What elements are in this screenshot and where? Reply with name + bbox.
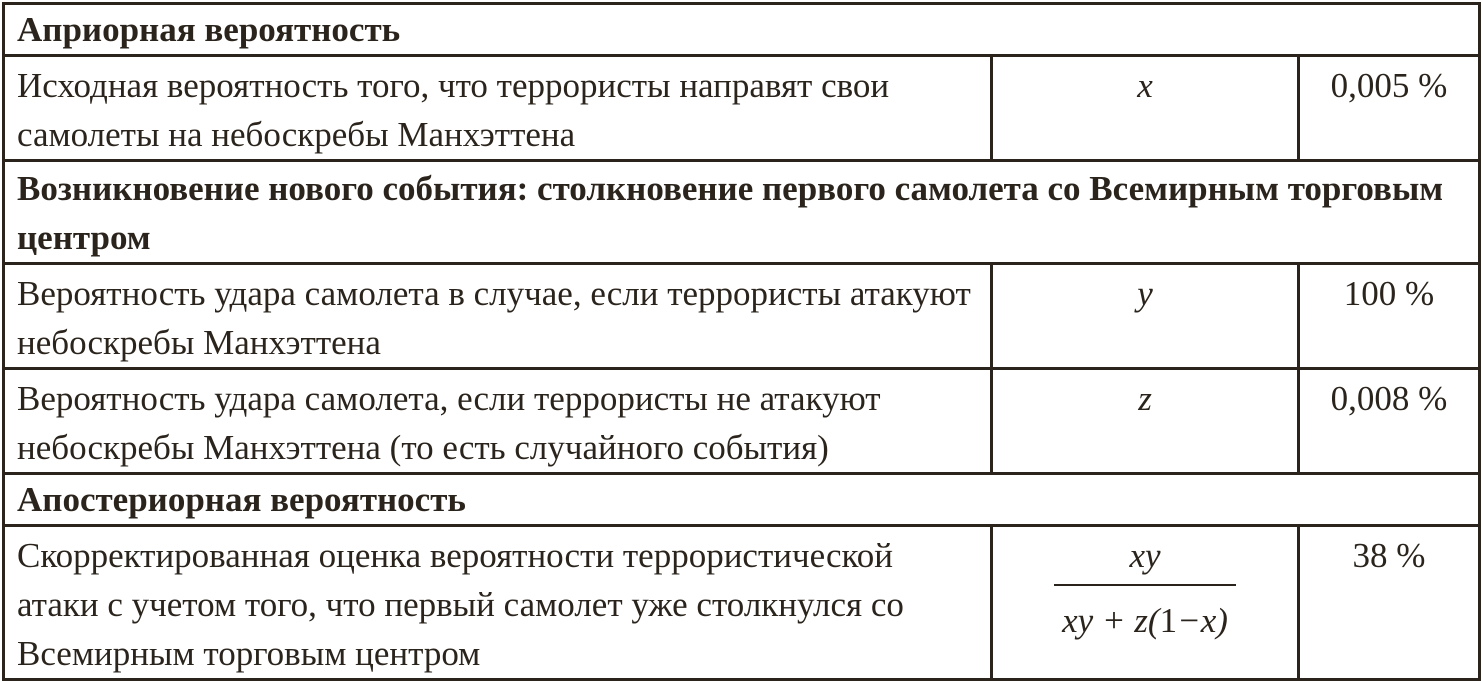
posterior-header-row <box>4 474 1480 526</box>
prior-row <box>4 56 1480 161</box>
posterior-header: Апостериорная вероятность <box>4 474 1480 526</box>
hit-if-no-attack-value: 0,008 % <box>1299 369 1480 474</box>
prior-header-row <box>4 4 1480 56</box>
formula-denominator <box>1054 586 1236 645</box>
formula-den-part-a: xy + z( <box>1062 601 1160 640</box>
hit-if-no-attack-symbol: z <box>992 369 1299 474</box>
formula-den-one: 1 <box>1159 601 1178 640</box>
hit-if-attack-description: Вероятность удара самолета в случае, если террористы атакуют небоскребы Манхэттена <box>4 264 992 369</box>
hit-if-no-attack-description: Вероятность удара самолета, если террористы не атакуют небоскребы Манхэттена (то есть случайного события) <box>4 369 992 474</box>
prior-symbol: x <box>992 56 1299 161</box>
prior-header: Априорная вероятность <box>4 4 1480 56</box>
prior-description: Исходная вероятность того, что террористы направят свои самолеты на небоскребы Манхэттена <box>4 56 992 161</box>
event-header-row <box>4 161 1480 264</box>
hit-if-attack-value: 100 % <box>1299 264 1480 369</box>
hit-if-attack-row <box>4 264 1480 369</box>
formula-numerator: xy <box>1054 531 1236 586</box>
posterior-value: 38 % <box>1299 526 1480 680</box>
hit-if-attack-symbol: y <box>992 264 1299 369</box>
formula-den-part-b: −x) <box>1177 601 1228 640</box>
posterior-row <box>4 526 1480 680</box>
prior-value: 0,005 % <box>1299 56 1480 161</box>
posterior-formula-cell <box>992 526 1299 680</box>
bayes-table <box>2 2 1481 681</box>
posterior-formula <box>1054 531 1236 645</box>
event-header: Возникновение нового события: столкновение первого самолета со Всемирным торговым центром <box>4 161 1480 264</box>
hit-if-no-attack-row <box>4 369 1480 474</box>
posterior-description: Скорректированная оценка вероятности террористической атаки с учетом того, что первый самолет уже столкнулся со Всемирным торговым центром <box>4 526 992 680</box>
